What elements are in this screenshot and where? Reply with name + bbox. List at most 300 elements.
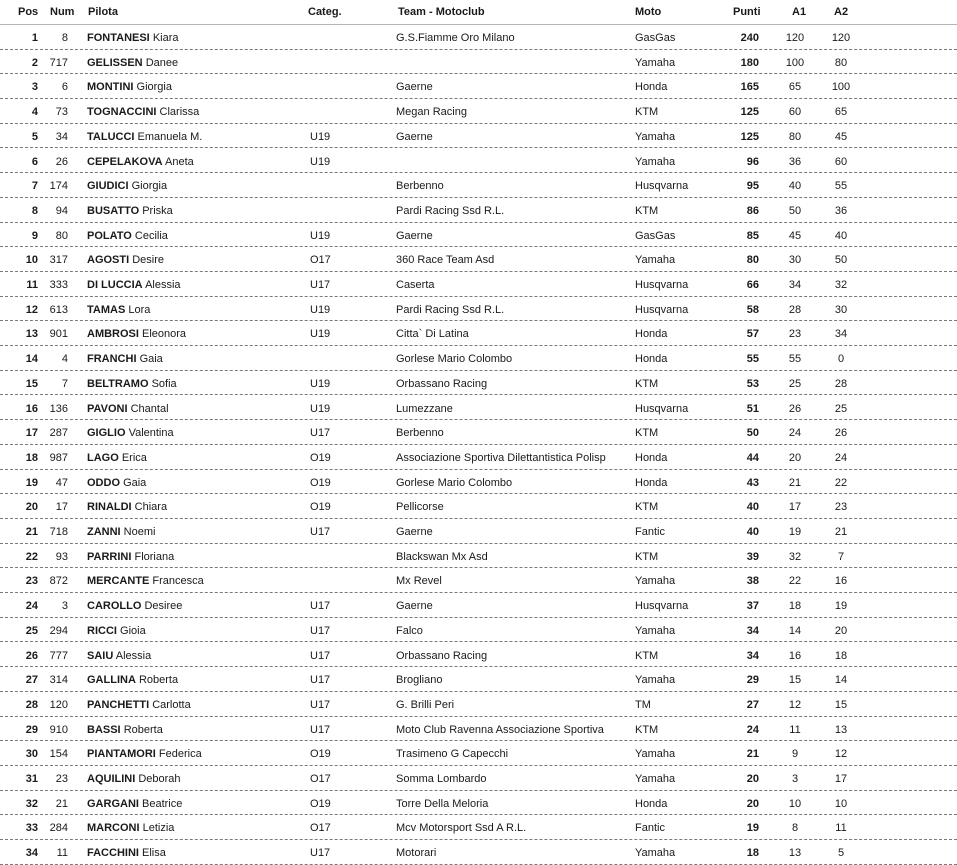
row-moto: TM — [635, 698, 651, 711]
row-categ: U17 — [310, 698, 331, 711]
row-a2: 120 — [831, 32, 851, 44]
rider-surname: GALLINA — [87, 674, 136, 687]
rider-surname: TALUCCI — [87, 130, 135, 143]
row-a1: 100 — [785, 56, 805, 69]
table-row — [0, 840, 957, 865]
row-pilota — [87, 549, 302, 565]
rider-first-name: Giorgia — [136, 81, 172, 94]
rider-surname: CAROLLO — [87, 600, 142, 613]
row-a1: 65 — [788, 81, 802, 94]
row-moto: GasGas — [635, 32, 676, 44]
row-num: 613 — [49, 303, 68, 316]
row-pilota — [87, 796, 302, 812]
row-moto: Yamaha — [635, 56, 676, 69]
row-categ: O17 — [310, 254, 331, 267]
row-a1: 26 — [788, 402, 802, 415]
row-categ: U19 — [310, 328, 331, 341]
row-moto: Honda — [635, 353, 668, 366]
table-row — [0, 692, 957, 717]
row-num: 317 — [49, 254, 68, 267]
row-moto: Honda — [635, 451, 668, 464]
table-row — [0, 297, 957, 322]
rider-first-name: Sofia — [151, 377, 177, 390]
row-pos: 4 — [31, 106, 38, 119]
row-moto: KTM — [635, 649, 659, 662]
table-row — [0, 618, 957, 643]
row-punti: 57 — [746, 328, 759, 341]
rider-first-name: Aneta — [165, 155, 194, 168]
row-moto: KTM — [635, 550, 659, 563]
rider-surname: RINALDI — [87, 501, 132, 514]
row-categ: U17 — [310, 279, 331, 291]
row-moto: Yamaha — [635, 847, 676, 860]
row-a2: 16 — [834, 575, 848, 588]
row-moto: KTM — [635, 377, 659, 390]
row-categ: O19 — [310, 451, 331, 464]
rider-first-name: Floriana — [134, 550, 175, 563]
table-row — [0, 494, 957, 519]
rider-surname: CEPELAKOVA — [87, 155, 163, 168]
row-a2: 15 — [834, 698, 848, 711]
header-team: Team - Motoclub — [398, 6, 485, 18]
row-team: Gorlese Mario Colombo — [396, 476, 513, 489]
row-num: 333 — [49, 279, 68, 291]
row-a1: 10 — [788, 797, 802, 810]
row-punti: 240 — [740, 32, 759, 44]
table-row — [0, 445, 957, 470]
table-row — [0, 173, 957, 198]
rider-surname: PIANTAMORI — [87, 748, 156, 761]
header-a1: A1 — [792, 6, 807, 18]
row-a1: 18 — [788, 600, 802, 613]
row-num: 21 — [55, 797, 68, 810]
row-punti: 125 — [740, 106, 759, 119]
row-team: G.S.Fiamme Oro Milano — [396, 32, 515, 44]
row-a1: 11 — [789, 723, 801, 736]
rider-surname: GIUDICI — [87, 180, 129, 193]
row-pos: 25 — [25, 624, 38, 637]
rider-first-name: Alessia — [145, 279, 181, 291]
row-team: Pardi Racing Ssd R.L. — [396, 303, 505, 316]
row-a2: 34 — [834, 328, 848, 341]
rider-surname: TOGNACCINI — [87, 106, 157, 119]
row-num: 872 — [49, 575, 68, 588]
row-pos: 33 — [25, 822, 38, 835]
row-pos: 12 — [25, 303, 38, 316]
row-num: 294 — [49, 624, 68, 637]
row-moto: Fantic — [635, 526, 665, 538]
rider-surname: BELTRAMO — [87, 377, 149, 390]
row-pilota — [87, 648, 302, 664]
header-punti: Punti — [733, 6, 761, 18]
row-num: 718 — [49, 526, 68, 538]
row-punti: 39 — [746, 550, 759, 563]
row-pilota — [87, 203, 302, 219]
row-a2: 55 — [834, 180, 848, 193]
row-num: 47 — [55, 476, 68, 489]
row-num: 314 — [49, 674, 68, 687]
table-row — [0, 593, 957, 618]
row-pilota — [87, 524, 302, 540]
row-a1: 55 — [788, 353, 802, 366]
row-moto: Honda — [635, 797, 668, 810]
row-a2: 60 — [834, 155, 848, 168]
table-row — [0, 519, 957, 544]
row-punti: 58 — [746, 303, 759, 316]
row-pos: 32 — [25, 797, 38, 810]
row-pos: 10 — [25, 254, 38, 267]
row-categ: U17 — [310, 723, 331, 736]
row-a2: 20 — [834, 624, 848, 637]
rider-first-name: Letizia — [142, 822, 175, 835]
row-pilota — [87, 302, 302, 318]
row-pos: 24 — [25, 600, 38, 613]
row-a2: 13 — [834, 723, 848, 736]
rider-surname: GARGANI — [87, 797, 139, 810]
rider-surname: BASSI — [87, 723, 121, 736]
row-moto: Honda — [635, 81, 668, 94]
row-punti: 55 — [746, 353, 759, 366]
rider-first-name: Chiara — [134, 501, 168, 514]
rider-first-name: Deborah — [138, 773, 181, 785]
table-row — [0, 346, 957, 371]
rider-first-name: Desire — [132, 254, 165, 267]
table-row — [0, 25, 957, 50]
header-pilota: Pilota — [88, 6, 118, 18]
row-pilota — [87, 598, 302, 614]
rider-surname: BUSATTO — [87, 204, 140, 217]
row-num: 287 — [49, 427, 68, 440]
row-moto: Yamaha — [635, 155, 676, 168]
row-categ: U17 — [310, 624, 331, 637]
row-pos: 1 — [31, 32, 38, 44]
table-row — [0, 371, 957, 396]
row-pilota — [87, 79, 302, 95]
row-moto: Yamaha — [635, 674, 676, 687]
row-pos: 11 — [26, 279, 38, 291]
rider-first-name: Erica — [121, 451, 147, 464]
row-team: Motorari — [396, 847, 437, 860]
rider-surname: MERCANTE — [87, 575, 150, 588]
row-punti: 50 — [746, 427, 759, 440]
row-punti: 20 — [746, 797, 759, 810]
row-punti: 19 — [746, 822, 759, 835]
header-moto: Moto — [635, 6, 662, 18]
row-categ: U19 — [310, 130, 331, 143]
row-punti: 27 — [746, 698, 759, 711]
row-team: Citta` Di Latina — [396, 328, 469, 341]
rider-first-name: Noemi — [123, 526, 156, 538]
row-pilota — [87, 746, 302, 762]
row-pos: 27 — [25, 674, 38, 687]
row-punti: 96 — [746, 155, 759, 168]
row-num: 73 — [55, 106, 68, 119]
row-team: Blackswan Mx Asd — [396, 550, 488, 563]
rider-first-name: Clarissa — [159, 106, 200, 119]
rider-first-name: Cecilia — [134, 229, 168, 242]
row-pilota — [87, 277, 302, 293]
row-moto: KTM — [635, 106, 659, 119]
table-row — [0, 791, 957, 816]
row-pos: 9 — [31, 229, 38, 242]
row-moto: Yamaha — [635, 254, 676, 267]
row-num: 120 — [49, 698, 68, 711]
row-team: Berbenno — [396, 427, 444, 440]
row-num: 3 — [61, 600, 68, 613]
row-a1: 34 — [788, 279, 802, 291]
row-num: 136 — [49, 402, 68, 415]
row-a2: 18 — [834, 649, 848, 662]
row-moto: Husqvarna — [635, 279, 689, 291]
row-pos: 17 — [25, 427, 38, 440]
row-pilota — [87, 475, 302, 491]
row-pos: 22 — [25, 550, 38, 563]
row-a1: 23 — [788, 328, 802, 341]
row-team: Lumezzane — [396, 402, 453, 415]
row-pilota — [87, 252, 302, 268]
row-categ: U19 — [310, 155, 331, 168]
row-a2: 12 — [834, 748, 848, 761]
row-pos: 18 — [25, 451, 38, 464]
table-row — [0, 420, 957, 445]
rider-surname: MARCONI — [87, 822, 140, 835]
rider-first-name: Valentina — [128, 427, 174, 440]
row-num: 910 — [49, 723, 68, 736]
row-moto: Husqvarna — [635, 303, 689, 316]
header-pos: Pos — [18, 6, 39, 18]
row-a2: 24 — [834, 451, 848, 464]
rider-surname: AMBROSI — [87, 328, 139, 341]
row-team: Gorlese Mario Colombo — [396, 353, 513, 366]
row-num: 23 — [55, 773, 68, 785]
row-a2: 28 — [834, 377, 848, 390]
row-num: 93 — [55, 550, 68, 563]
row-moto: Honda — [635, 328, 668, 341]
row-pos: 7 — [31, 180, 38, 193]
rider-first-name: Francesca — [152, 575, 204, 588]
row-moto: GasGas — [635, 229, 676, 242]
row-pilota — [87, 376, 302, 392]
rider-surname: MONTINI — [87, 81, 134, 94]
row-punti: 44 — [746, 451, 759, 464]
row-a1: 120 — [785, 32, 805, 44]
row-pos: 26 — [25, 649, 38, 662]
rider-surname: PARRINI — [87, 550, 132, 563]
row-pos: 20 — [25, 501, 38, 514]
row-a1: 30 — [788, 254, 802, 267]
row-punti: 95 — [746, 180, 759, 193]
row-team: Orbassano Racing — [396, 649, 488, 662]
row-pilota — [87, 30, 302, 46]
row-pos: 8 — [31, 204, 38, 217]
row-punti: 38 — [746, 575, 759, 588]
row-pilota — [87, 154, 302, 170]
row-a2: 30 — [834, 303, 848, 316]
rider-surname: GIGLIO — [87, 427, 126, 440]
row-team: Mcv Motorsport Ssd A R.L. — [396, 822, 527, 835]
row-a1: 32 — [788, 550, 802, 563]
row-punti: 85 — [746, 229, 759, 242]
row-team: Orbassano Racing — [396, 377, 488, 390]
row-num: 901 — [49, 328, 68, 341]
table-row — [0, 149, 957, 174]
table-row — [0, 568, 957, 593]
table-row — [0, 741, 957, 766]
row-a1: 19 — [788, 526, 802, 538]
rider-first-name: Roberta — [123, 723, 163, 736]
row-pos: 29 — [25, 723, 38, 736]
row-categ: U19 — [310, 229, 331, 242]
row-a1: 60 — [788, 106, 802, 119]
row-a1: 36 — [788, 155, 802, 168]
row-a1: 12 — [788, 698, 802, 711]
row-pos: 5 — [31, 130, 38, 143]
row-team: Moto Club Ravenna Associazione Sportiva — [396, 723, 604, 736]
row-team: Torre Della Meloria — [396, 797, 489, 810]
rider-first-name: Gaia — [123, 476, 147, 489]
row-team: Somma Lombardo — [396, 773, 487, 785]
table-row — [0, 247, 957, 272]
rider-surname: FACCHINI — [87, 847, 139, 860]
row-punti: 80 — [746, 254, 759, 267]
row-pos: 23 — [25, 575, 38, 588]
row-punti: 180 — [740, 56, 759, 69]
row-categ: U17 — [310, 526, 331, 538]
row-categ: U17 — [310, 649, 331, 662]
row-team: Megan Racing — [396, 106, 467, 119]
row-a1: 22 — [788, 575, 802, 588]
table-row — [0, 766, 957, 791]
row-moto: Yamaha — [635, 773, 676, 785]
row-moto: Yamaha — [635, 130, 676, 143]
row-categ: O19 — [310, 748, 331, 761]
row-pos: 3 — [31, 81, 38, 94]
row-a1: 14 — [788, 624, 802, 637]
row-pos: 15 — [25, 377, 38, 390]
row-pilota — [87, 228, 302, 244]
rider-surname: RICCI — [87, 624, 117, 637]
rider-surname: DI LUCCIA — [87, 279, 143, 291]
row-punti: 34 — [746, 624, 759, 637]
row-moto: Yamaha — [635, 624, 676, 637]
rider-first-name: Danee — [145, 56, 179, 69]
row-pilota — [87, 401, 302, 417]
table-row — [0, 321, 957, 346]
row-moto: Husqvarna — [635, 600, 689, 613]
header-num: Num — [50, 6, 75, 18]
row-pos: 6 — [31, 155, 38, 168]
row-punti: 29 — [746, 674, 759, 687]
row-punti: 165 — [740, 81, 759, 94]
row-num: 17 — [55, 501, 68, 514]
row-a1: 40 — [788, 180, 802, 193]
rider-surname: TAMAS — [87, 303, 126, 316]
row-team: 360 Race Team Asd — [396, 254, 495, 267]
table-row — [0, 470, 957, 495]
row-pilota — [87, 820, 302, 836]
row-pilota — [87, 326, 302, 342]
rider-first-name: Chantal — [130, 402, 169, 415]
row-a2: 10 — [834, 797, 848, 810]
row-punti: 125 — [740, 130, 759, 143]
row-pilota — [87, 425, 302, 441]
rider-first-name: Gioia — [120, 624, 146, 637]
row-num: 26 — [55, 155, 68, 168]
row-pos: 13 — [25, 328, 38, 341]
row-team: Caserta — [396, 279, 435, 291]
rider-surname: AGOSTI — [87, 254, 130, 267]
row-a1: 16 — [788, 649, 802, 662]
row-punti: 53 — [746, 377, 759, 390]
row-a1: 50 — [788, 204, 802, 217]
row-categ: U19 — [310, 402, 331, 415]
row-categ: U19 — [310, 377, 331, 390]
row-a1: 24 — [788, 427, 802, 440]
row-moto: Honda — [635, 476, 668, 489]
row-a2: 0 — [837, 353, 845, 366]
rider-first-name: Elisa — [142, 847, 166, 860]
row-pos: 16 — [25, 402, 38, 415]
row-categ: O19 — [310, 797, 331, 810]
rider-first-name: Lora — [128, 303, 151, 316]
row-punti: 40 — [746, 501, 759, 514]
row-a1: 45 — [788, 229, 802, 242]
row-a1: 13 — [788, 847, 802, 860]
row-punti: 51 — [746, 402, 759, 415]
table-row — [0, 223, 957, 248]
row-team: Pellicorse — [396, 501, 444, 514]
row-pos: 30 — [25, 748, 38, 761]
row-a1: 15 — [788, 674, 802, 687]
row-punti: 24 — [746, 723, 759, 736]
row-a2: 7 — [837, 550, 845, 563]
row-pilota — [87, 623, 302, 639]
row-num: 174 — [49, 180, 68, 193]
row-punti: 20 — [746, 773, 759, 785]
row-a1: 28 — [788, 303, 802, 316]
row-a2: 36 — [834, 204, 848, 217]
rider-first-name: Gaia — [139, 353, 163, 366]
rider-surname: ZANNI — [87, 526, 121, 538]
row-moto: KTM — [635, 723, 659, 736]
rider-surname: ODDO — [87, 476, 120, 489]
row-punti: 43 — [746, 476, 759, 489]
row-pilota — [87, 771, 302, 787]
row-categ: O17 — [310, 822, 331, 835]
row-categ: U17 — [310, 427, 331, 440]
row-pos: 2 — [31, 56, 38, 69]
row-a1: 21 — [788, 476, 802, 489]
row-num: 80 — [55, 229, 68, 242]
row-pilota — [87, 697, 302, 713]
row-moto: Husqvarna — [635, 180, 689, 193]
row-num: 11 — [56, 847, 68, 860]
row-categ: U17 — [310, 674, 331, 687]
rider-surname: PAVONI — [87, 402, 128, 415]
row-a2: 25 — [834, 402, 848, 415]
row-a1: 3 — [791, 773, 799, 785]
row-num: 154 — [49, 748, 68, 761]
row-pos: 34 — [25, 847, 38, 860]
rider-first-name: Giorgia — [131, 180, 168, 193]
rider-first-name: Priska — [142, 204, 173, 217]
row-pilota — [87, 672, 302, 688]
row-pos: 14 — [25, 353, 38, 366]
row-pilota — [87, 499, 302, 515]
row-pilota — [87, 104, 302, 120]
row-num: 34 — [55, 130, 68, 143]
row-moto: KTM — [635, 501, 659, 514]
